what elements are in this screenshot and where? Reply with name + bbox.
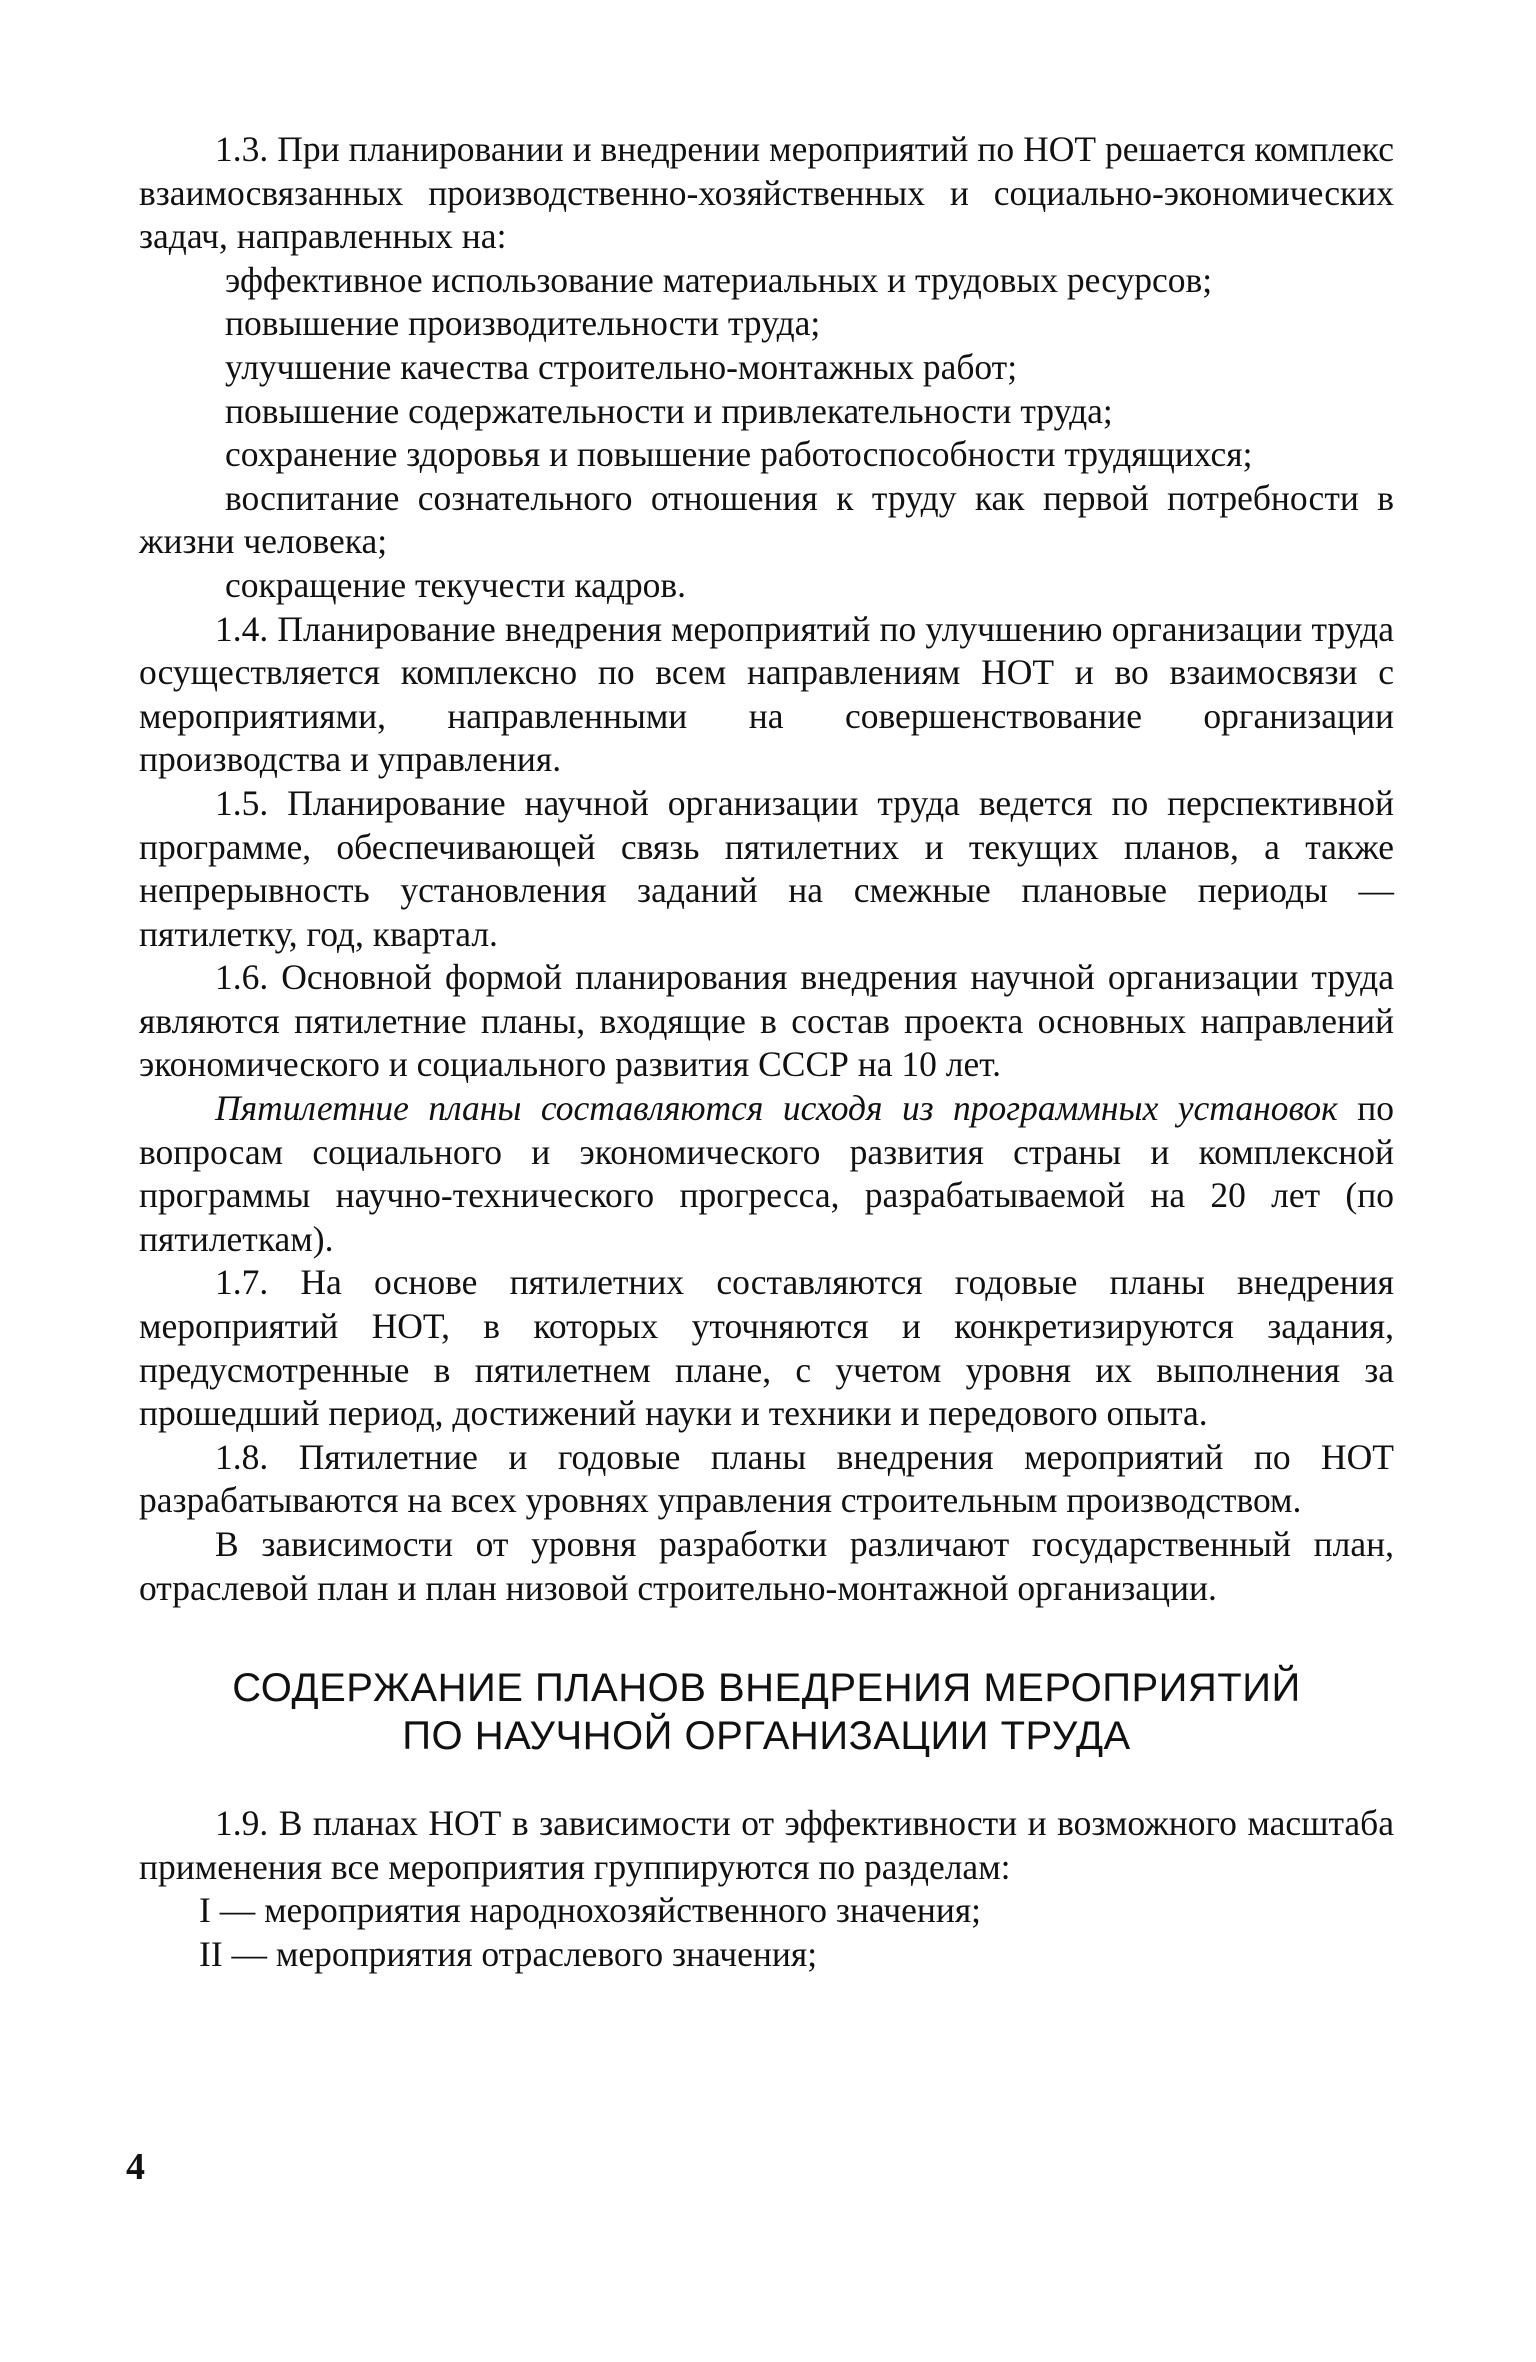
list-item: повышение производительности труда; bbox=[225, 303, 821, 344]
document-page bbox=[139, 128, 1394, 1977]
list-item: сохранение здоровья и повышение работоспособности трудящихся; bbox=[225, 434, 1253, 475]
paragraph-1-8-b: В зависимости от уровня разработки различают государственный план, отраслевой план и план низовой строительно-монтажной организации. bbox=[139, 1524, 1394, 1608]
paragraph-text: по вопросам социального и экономического развития страны и комплексной программы научно-технического прогресса, разрабатываемой на 20 лет (по пятилеткам). bbox=[139, 1088, 1394, 1259]
section-list-item: II — мероприятия отраслевого значения; bbox=[199, 1933, 818, 1974]
heading-line: СОДЕРЖАНИЕ ПЛАНОВ ВНЕДРЕНИЯ МЕРОПРИЯТИЙ bbox=[232, 1666, 1301, 1711]
list-item: эффективное использование материальных и трудовых ресурсов; bbox=[225, 259, 1213, 300]
italic-text: Пятилетние планы составляются исходя из программных установок bbox=[215, 1088, 1338, 1129]
paragraph-1-4: 1.4. Планирование внедрения мероприятий по улучшению организации труда осуществляется комплексно по всем направлениям НОТ и во взаимосвязи с мероприятиями, направленными на совершенствование организации производства и управления. bbox=[139, 608, 1394, 780]
list-item: сокращение текучести кадров. bbox=[225, 564, 687, 605]
paragraph-1-3: 1.3. При планировании и внедрении мероприятий по НОТ решается комплекс взаимосвязанных производственно-хозяйственных и социально-экономических задач, направленных на: bbox=[139, 129, 1394, 257]
paragraph-1-9: 1.9. В планах НОТ в зависимости от эффективности и возможного масштаба применения все мероприятия группируются по разделам: bbox=[139, 1803, 1394, 1887]
paragraph-1-6: 1.6. Основной формой планирования внедрения научной организации труда являются пятилетние планы, входящие в состав проекта основных направлений экономического и социального развития СССР на 10 лет. bbox=[139, 957, 1394, 1085]
paragraph-1-7: 1.7. На основе пятилетних составляются годовые планы внедрения мероприятий НОТ, в которых уточняются и конкретизируются задания, предусмотренные в пятилетнем плане, с учетом уровня их выполнения за прошедший период, достижений науки и техники и передового опыта. bbox=[139, 1262, 1394, 1434]
paragraph-1-8: 1.8. Пятилетние и годовые планы внедрения мероприятий по НОТ разрабатываются на всех уровнях управления строительным производством. bbox=[139, 1436, 1394, 1521]
paragraph-1-5: 1.5. Планирование научной организации труда ведется по перспективной программе, обеспечивающей связь пятилетних и текущих планов, а также непрерывность установления заданий на смежные плановые периоды — пятилетку, год, квартал. bbox=[139, 782, 1394, 954]
list-item: воспитание сознательного отношения к труду как первой потребности в жизни человека; bbox=[139, 477, 1394, 562]
section-list-item: I — мероприятия народнохозяйственного значения; bbox=[199, 1890, 982, 1931]
list-item: улучшение качества строительно-монтажных работ; bbox=[225, 346, 1018, 387]
heading-line: ПО НАУЧНОЙ ОРГАНИЗАЦИИ ТРУДА bbox=[402, 1714, 1131, 1759]
section-heading bbox=[139, 1664, 1394, 1760]
list-item: повышение содержательности и привлекательности труда; bbox=[225, 390, 1113, 431]
page-number: 4 bbox=[126, 2146, 145, 2188]
paragraph-1-6-continued bbox=[139, 1087, 1394, 1261]
